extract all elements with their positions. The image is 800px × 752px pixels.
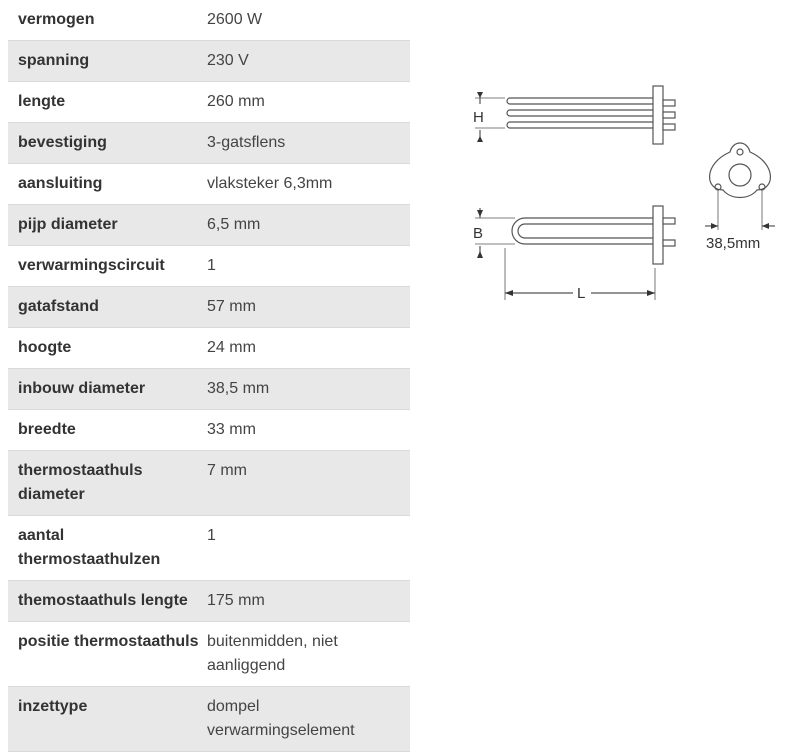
side-view-top (475, 86, 675, 144)
spec-row (8, 581, 410, 622)
spec-row (8, 369, 410, 410)
label-flange-diameter: 38,5mm (706, 235, 761, 252)
spec-value: 3-gatsflens (207, 134, 286, 151)
spec-row (8, 205, 410, 246)
spec-value: 1 (207, 527, 216, 544)
label-b: B (473, 225, 484, 242)
spec-row (8, 41, 410, 82)
spec-label: vermogen (18, 11, 95, 28)
spec-row (8, 164, 410, 205)
spec-row (8, 516, 410, 581)
spec-label: pijp diameter (18, 216, 118, 233)
heating-element-diagram (465, 78, 785, 313)
spec-value: 2600 W (207, 11, 263, 28)
spec-label: aansluiting (18, 175, 103, 192)
spec-value: 175 mm (207, 592, 265, 609)
spec-value: 57 mm (207, 298, 256, 315)
spec-row (8, 451, 410, 516)
spec-label: verwarmingscircuit (18, 257, 165, 274)
spec-label: aantal thermostaathulzen (18, 527, 161, 568)
spec-label: gatafstand (18, 298, 99, 315)
spec-label: lengte (18, 93, 66, 110)
spec-label: hoogte (18, 339, 72, 356)
spec-value: 7 mm (207, 462, 247, 479)
spec-row (8, 328, 410, 369)
spec-value: 38,5 mm (207, 380, 270, 397)
spec-row (8, 687, 410, 752)
spec-value: 230 V (207, 52, 249, 69)
spec-value: buitenmidden, niet aanliggend (207, 633, 338, 674)
spec-label: positie thermostaathuls (18, 633, 199, 650)
spec-label: breedte (18, 421, 76, 438)
spec-value: vlaksteker 6,3mm (207, 175, 333, 192)
dimension-drawing (465, 78, 785, 308)
side-view-bottom (475, 206, 675, 300)
spec-row (8, 246, 410, 287)
spec-label: bevestiging (18, 134, 107, 151)
spec-value: dompel verwarmingselement (207, 698, 355, 739)
spec-value: 24 mm (207, 339, 256, 356)
flange-front-view (705, 143, 775, 230)
spec-value: 6,5 mm (207, 216, 261, 233)
spec-value: 1 (207, 257, 216, 274)
spec-row (8, 287, 410, 328)
spec-row (8, 410, 410, 451)
spec-table (8, 0, 410, 752)
spec-value: 260 mm (207, 93, 265, 110)
spec-row (8, 0, 410, 41)
label-h: H (473, 109, 484, 126)
spec-label: themostaathuls lengte (18, 592, 188, 609)
label-l: L (577, 285, 586, 302)
spec-value: 33 mm (207, 421, 256, 438)
spec-row (8, 622, 410, 687)
spec-row (8, 82, 410, 123)
spec-label: inzettype (18, 698, 88, 715)
spec-label: thermostaathuls diameter (18, 462, 143, 503)
spec-label: spanning (18, 52, 90, 69)
spec-label: inbouw diameter (18, 380, 146, 397)
spec-row (8, 123, 410, 164)
